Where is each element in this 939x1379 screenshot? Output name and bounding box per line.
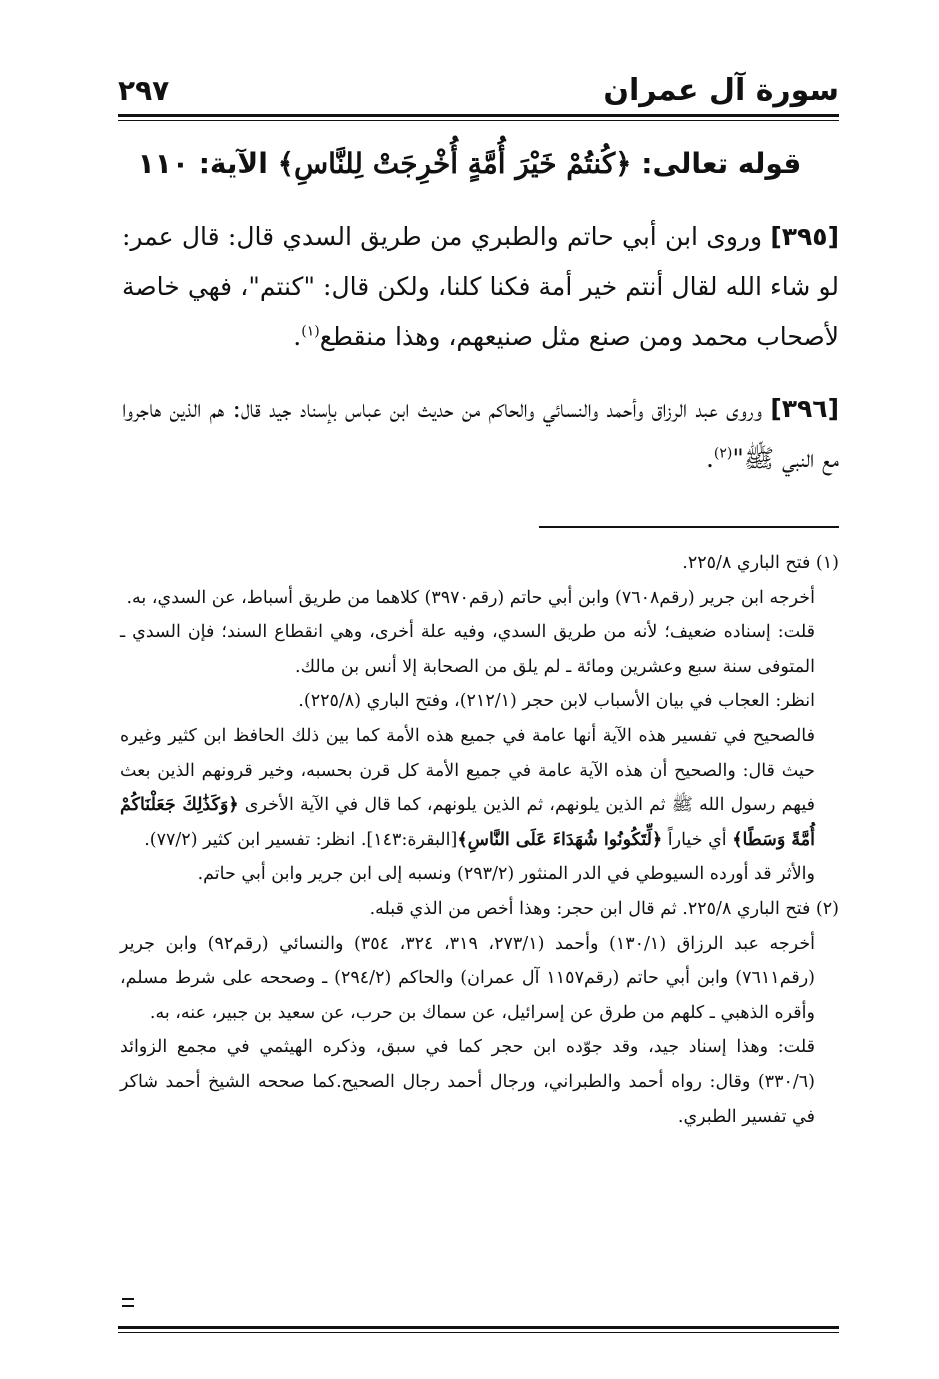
heading-verse-label: الآية: ١١٠: [137, 147, 278, 180]
header-divider: [118, 114, 839, 117]
narration-end: .: [705, 444, 714, 473]
footnote-1-para-3: انظر: العجاب في بيان الأسباب لابن حجر (٢١٢/١)، وفتح الباري (٢٢٥/٨).: [298, 691, 815, 712]
bottom-divider: [118, 1326, 839, 1329]
page-number: ٢٩٧: [118, 74, 170, 107]
footnote-2-heading: (٢) فتح الباري ٢٢٥/٨. ثم قال ابن حجر: وهذا أخص من الذي قبله.: [369, 898, 839, 919]
footnote-2-body: [120, 927, 815, 1135]
heading-verse: ﴿كُنتُمْ خَيْرَ أُمَّةٍ أُخْرِجَتْ لِلنَّاسِ﴾: [277, 147, 632, 180]
narration-395: [122, 212, 839, 362]
bottom-divider-thin: [118, 1332, 839, 1333]
inline-verse: ﴿وَكَذَٰلِكَ جَعَلْنَاكُمْ أُمَّةً وَسَطًا﴾: [120, 795, 815, 850]
footnote-2-para-2: قلت: وهذا إسناد جيد، وقد جوّده ابن حجر كما في سبق، وذكره الهيثمي في مجمع الزوائد (٣٣٠/٦) وقال: رواه أحمد والطبراني، ورجال أحمد رجال الصحيح.كما صححه الشيخ أحمد شاكر في تفسير الطبري.: [120, 1037, 815, 1127]
page-header: [118, 70, 839, 112]
footnotes: [120, 546, 839, 1134]
verse-reference: [البقرة:١٤٣]: [366, 829, 458, 850]
footnote-1-body: [120, 581, 815, 892]
narration-396: [122, 384, 839, 484]
footnote-1-para-2: قلت: إسناده ضعيف؛ لأنه من طريق السدي، وفيه علة أخرى، وهي انقطاع السند؛ فإن السدي ـ المتوفى سنة سبع وعشرين ومائة ـ لم يلق من الصحابة إلا أنس بن مالك.: [120, 622, 815, 677]
verse-heading: [100, 142, 839, 186]
narration-end: .: [293, 322, 302, 351]
narration-text: وروى ابن أبي حاتم والطبري من طريق السدي قال: قال عمر: لو شاء الله لقال أنتم خير أمة فكنا كلنا، ولكن قال: "كنتم"، فهي خاصة لأصحاب محمد ومن صنع مثل صنيعهم، وهذا منقطع: [122, 222, 839, 351]
end-mark: [122, 1298, 134, 1307]
inline-verse: ﴿لِّتَكُونُوا شُهَدَاءَ عَلَى النَّاسِ﴾: [457, 829, 663, 850]
footnote-1-heading: (١) فتح الباري ٢٢٥/٨.: [682, 553, 839, 573]
footnote-1-para-5: والأثر قد أورده السيوطي في الدر المنثور (٢٩٣/٢) ونسبه إلى ابن جرير وابن أبي حاتم.: [197, 864, 815, 885]
footnote-marker[interactable]: (١): [301, 323, 320, 340]
footnote-1-para-1: أخرجه ابن جرير (رقم٧٦٠٨) وابن أبي حاتم (رقم٣٩٧٠) كلاهما من طريق أسباط، عن السدي، به.: [126, 587, 815, 608]
para-text: فالصحيح في تفسير هذه الآية أنها عامة في جميع هذه الأمة كما بين ذلك الحافظ ابن كثير وغيره حيث قال: والصحيح أن هذه الآية عامة في جميع الأمة كل قرن بحسبه، وخير قرونهم الذين بعث فيهم رسول الله ﷺ ثم الذين يلونهم، ثم الذين يلونهم، كما قال في الآية الأخرى: [120, 725, 815, 816]
footnote-1-para-4: [120, 719, 815, 857]
footnote-2-para-1: أخرجه عبد الرزاق (١٣٠/١) وأحمد (٢٧٣/١، ٣١٩، ٣٢٤، ٣٥٤) والنسائي (رقم٩٢) وابن جرير (رقم٧٦١١) وابن أبي حاتم (رقم١١٥٧ آل عمران) والحاكم (٢٩٤/٢) ـ وصححه على شرط مسلم، وأقره الذهبي ـ كلهم من طرق عن إسرائيل، عن سماك بن حرب، عن سعيد بن جبير، عنه، به.: [120, 933, 816, 1023]
footnote-marker[interactable]: (٢): [713, 445, 733, 462]
narration-number: [٣٩٦]: [770, 394, 839, 423]
heading-lead: قوله تعالى:: [631, 147, 802, 180]
narration-number: [٣٩٥]: [770, 222, 839, 251]
header-divider-thin: [118, 120, 839, 121]
para-text: أي خياراً: [662, 829, 733, 850]
footnote-separator: [539, 526, 839, 528]
surah-title: سورة آل عمران: [603, 73, 839, 108]
para-text: . انظر: تفسير ابن كثير (٧٧/٢).: [144, 829, 367, 850]
narration-text: وروى عبد الرزاق وأحمد والنسائي والحاكم من حديث ابن عباس بإسناد جيد قال: هم الذين هاجروا مع النبي ﷺ": [122, 394, 839, 473]
main-text: [122, 212, 839, 506]
